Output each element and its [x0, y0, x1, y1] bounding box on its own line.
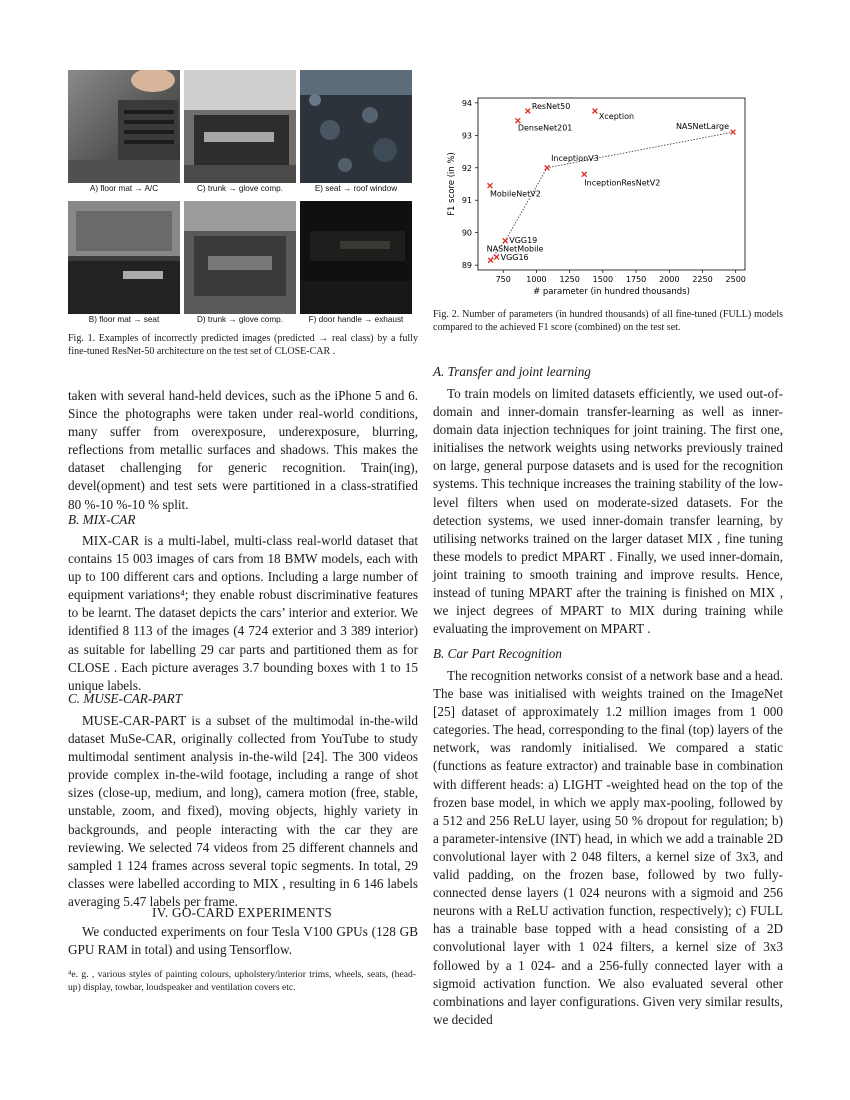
photo-caption-b: B) floor mat → seat	[88, 315, 160, 324]
point-label-vgg19: VGG19	[509, 235, 538, 245]
photo-caption-d: D) trunk → glove comp.	[197, 315, 283, 324]
y-tick-label: 92	[461, 163, 472, 173]
point-label-mobilenetv2: MobileNetV2	[489, 189, 541, 199]
x-tick-label: 1750	[625, 275, 647, 284]
section-heading-experiments: IV. GO-CARD EXPERIMENTS	[152, 905, 332, 920]
photo-door-handle-exhaust	[300, 201, 412, 314]
figure1-caption: Fig. 1. Examples of incorrectly predicted images (predicted → real class) by a fully fine-tuned ResNet-50 architecture on the test set of CLOSE-CAR .	[68, 333, 418, 357]
x-tick-label: 2500	[725, 275, 746, 284]
x-tick-label: 1250	[559, 275, 580, 284]
right-paragraph-2: The recognition networks consist of a network base and a head. The base was initialised with weights trained on the ImageNet [25] dataset of approximately 1.2 million images from 1 000 categories. The head, corresponding to the final (top) layers of the network, was randomly initialised. We compared a static (functions as feature extractor) and trainable base in combination with different heads: a) LIGHT -weighted head on the top of the frozen base model, in which we apply max-pooling, followed by a 512 and 256 ReLU layer, using 50 % dropout for regulation; b) a parameter-intensive (INT) head, in which we add a trainable 2D convolutional layer with 2 048 filters, a kernel size of 3x3, and valid padding, on the frozen base, followed by two fully-connected dense layers (1 024 neurons with a sigmoid and 256 neurons with a ReLU activation function, respectively); c) FULL has a trainable base topped with a head consisting of a 2D convolutional layer with 1 024 filters, a kernel size of 3x3 followed by a 1 024- and a 256-fully connected layer with a sigmoid activation function. We also evaluated several other combinations and layer configurations. Given very similar results, we decided	[433, 668, 783, 1027]
x-tick-label: 1000	[526, 275, 547, 284]
y-axis-label: F1 score (in %)	[447, 152, 457, 216]
photo-floor-mat-ac	[68, 70, 180, 183]
photo-caption-e: E) seat → roof window	[314, 184, 398, 193]
point-label-inceptionv3: InceptionV3	[551, 153, 599, 163]
y-tick-label: 89	[461, 261, 472, 271]
x-tick-label: 1500	[592, 275, 614, 284]
point-label-nasnetlarge: NASNetLarge	[675, 122, 730, 132]
section-heading-transfer-learning: A. Transfer and joint learning	[433, 364, 591, 379]
point-label-resnet50: ResNet50	[531, 101, 571, 111]
x-axis-label: # parameter (in hundred thousands)	[533, 287, 690, 297]
figure1-photo-grid	[68, 70, 416, 324]
figure2-caption: Fig. 2. Number of parameters (in hundred thousands) of all fine-tuned (FULL) models compared to the achieved F1 score (combined) on the test set.	[433, 309, 783, 333]
section-heading-mix-car: B. MIX-CAR	[68, 512, 136, 527]
chart-svg	[440, 86, 760, 304]
x-tick-label: 2250	[692, 275, 713, 284]
point-label-xception: Xception	[598, 111, 635, 121]
left-paragraph-3: MUSE-CAR-PART is a subset of the multimodal in-the-wild dataset MuSe-CAR, originally collected from YouTube to study multimodal sentiment analysis in-the-wild [24]. The 300 videos provide complex in-the-wild footage, including a range of shot sizes (close-up, medium, and long), camera motion (free, stable, unstable, zoom, and fixed), moving objects, highly variety in backgrounds, and people interacting with the car they are reviewing. We selected 74 videos from 25 different channels and sampled 1 124 frames across several topic segments. In total, 29 classes were labelled according to MIX , resulting in 6 146 labels averaging 5.47 labels per frame.	[68, 713, 418, 909]
y-tick-label: 90	[461, 228, 472, 238]
y-tick-label: 91	[461, 196, 472, 206]
footnote: ⁴e. g. , various styles of painting colours, upholstery/interior trims, wheels, seats, (head-up) display, towbar, loudspeaker and ventilation covers etc.	[68, 969, 416, 993]
x-tick-label: 750	[495, 275, 511, 284]
y-tick-label: 93	[461, 131, 472, 141]
section-heading-muse-car-part: C. MUSE-CAR-PART	[68, 691, 183, 706]
photo-floor-mat-seat	[68, 201, 180, 314]
photo-trunk-glove-comp-1	[184, 70, 296, 183]
photo-trunk-glove-comp-2	[184, 201, 296, 314]
left-paragraph-4: We conducted experiments on four Tesla V100 GPUs (128 GB GPU RAM in total) and using Tensorflow.	[68, 924, 418, 958]
x-tick-label: 2000	[659, 275, 680, 284]
point-label-inceptionresnetv2: InceptionResNetV2	[584, 178, 661, 188]
figure2-scatter-chart	[440, 86, 760, 304]
section-heading-car-part-recognition: B. Car Part Recognition	[433, 646, 562, 661]
photo-caption-a: A) floor mat → A/C	[89, 184, 159, 193]
point-label-densenet201: DenseNet201	[517, 123, 573, 133]
left-paragraph-1: taken with several hand-held devices, such as the iPhone 5 and 6. Since the photographs were taken under real-world conditions, many suffer from overexposure, underexposure, blurring, reflections from metallic surfaces and shadows. This makes the dataset challenging for generic recognition. Train(ing), devel(opment) and test sets were partitioned in a class-stratified 80 %-10 %-10 % split.	[68, 388, 418, 512]
photo-caption-f: F) door handle → exhaust	[308, 315, 404, 324]
left-paragraph-2: MIX-CAR is a multi-label, multi-class real-world dataset that contains 15 003 images of cars from 18 BMW models, each with up to 100 different cars and options. Including a large number of equipment variations⁴; they enable robust discriminative features to be learnt. The dataset depicts the cars’ interior and exterior. We identified 8 113 of the images (4 724 exterior and 3 389 interior) as suitable for labelling 29 car parts and partitioned them as for CLOSE . Each picture averages 3.7 bounding boxes with 1 to 15 unique labels.	[68, 533, 418, 693]
y-tick-label: 94	[461, 98, 472, 108]
photo-caption-c: C) trunk → glove comp.	[197, 184, 283, 193]
photo-seat-roof-window	[300, 70, 412, 183]
point-label-nasnetmobile: NASNetMobile	[486, 244, 544, 254]
point-label-vgg16: VGG16	[500, 253, 529, 263]
right-paragraph-1: To train models on limited datasets efficiently, we used out-of-domain and inner-domain transfer-learning as well as inner-domain data injection techniques for joint training. The first one, initialises the network weights using networks previously trained on large, general purpose datasets and is used for the recognition systems. This technique increases the training stability of the low-level filters when used on moderate-sized datasets. For the detection systems, we used inner-domain transfer learning, by utilising networks trained on the larger dataset MIX , fine tuning these models to predict MPART . Finally, we used inner-domain, joint training to smooth training and improve results. Hence, instead of tuning MPART after the training is finished on MIX , we inject degrees of MPART to MIX during training while evaluating the improvement on MPART .	[433, 386, 783, 637]
